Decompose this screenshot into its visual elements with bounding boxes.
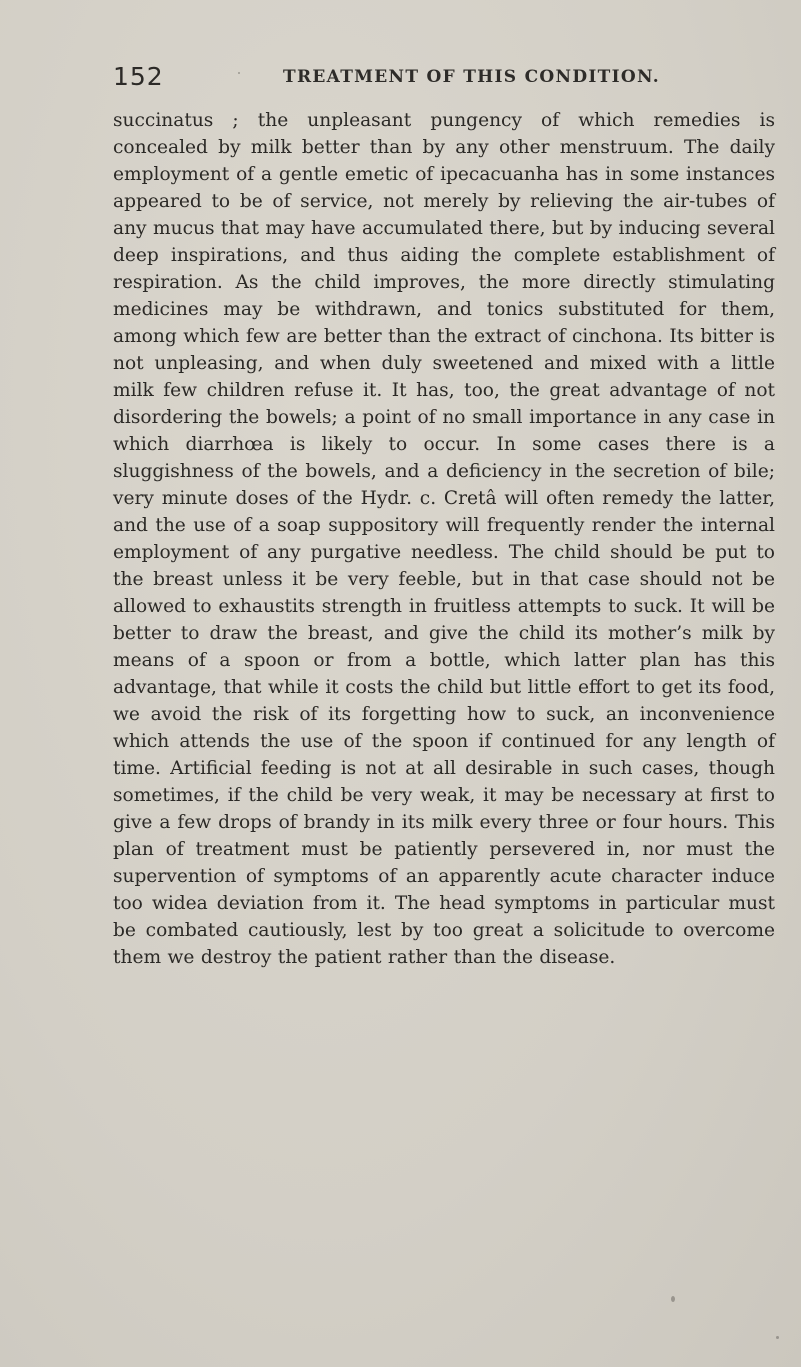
body-paragraph: succinatus ; the unpleasant pungency of which remedies is concealed by milk better than by any other menstruum. The daily employment of a gentle emetic of ipecacuanha has in some instances appeared to be of service, not merely by relieving the air-tubes of any mucus that may have accumulated there, but by inducing several deep inspirations, and thus aiding the complete establishment of respiration. As the child improves, the more directly stimulating medicines may be withdrawn, and tonics substituted for them, among which few are better than the extract of cinchona. Its bitter is not unpleasing, and when duly sweetened and mixed with a little milk few children refuse it. It has, too, the great advantage of not disordering the bowels; a point of no small importance in any case in which diarrhœa is likely to occur. In some cases there is a sluggishness of the bowels, and a deficiency in the secretion of bile; very minute doses of the Hydr. c. Cretâ will often remedy the latter, and the use of a soap suppository will frequently render the internal employment of any purgative needless. The child should be put to the breast unless it be very feeble, but in that case should not be allowed to exhaustits strength in fruitless attempts to suck. It will be better to draw the breast, and give the child its mother’s milk by means of a spoon or from a bottle, which latter plan has this advantage, that while it costs the child but little effort to get its food, we avoid the risk of its forgetting how to suck, an inconvenience which attends the use of the spoon if continued for any length of time. Artificial feeding is not at all desirable in such cases, though sometimes, if the child be very weak, it may be necessary at first to give a few drops of brandy in its milk every three or four hours. This plan of treatment must be patiently persevered in, nor must the supervention of symptoms of an apparently acute character induce too widea deviation from it. The head symptoms in particular must be combated cautiously, lest by too great a solicitude to overcome them we destroy the patient rather than the disease. [113,110,775,968]
paper-speck [238,72,240,74]
running-title: TREATMENT OF THIS CONDITION. [283,67,660,87]
paper-speck [671,1296,675,1302]
page-number: 152 [113,62,164,91]
paper-speck [776,1336,779,1339]
running-head [113,62,713,98]
